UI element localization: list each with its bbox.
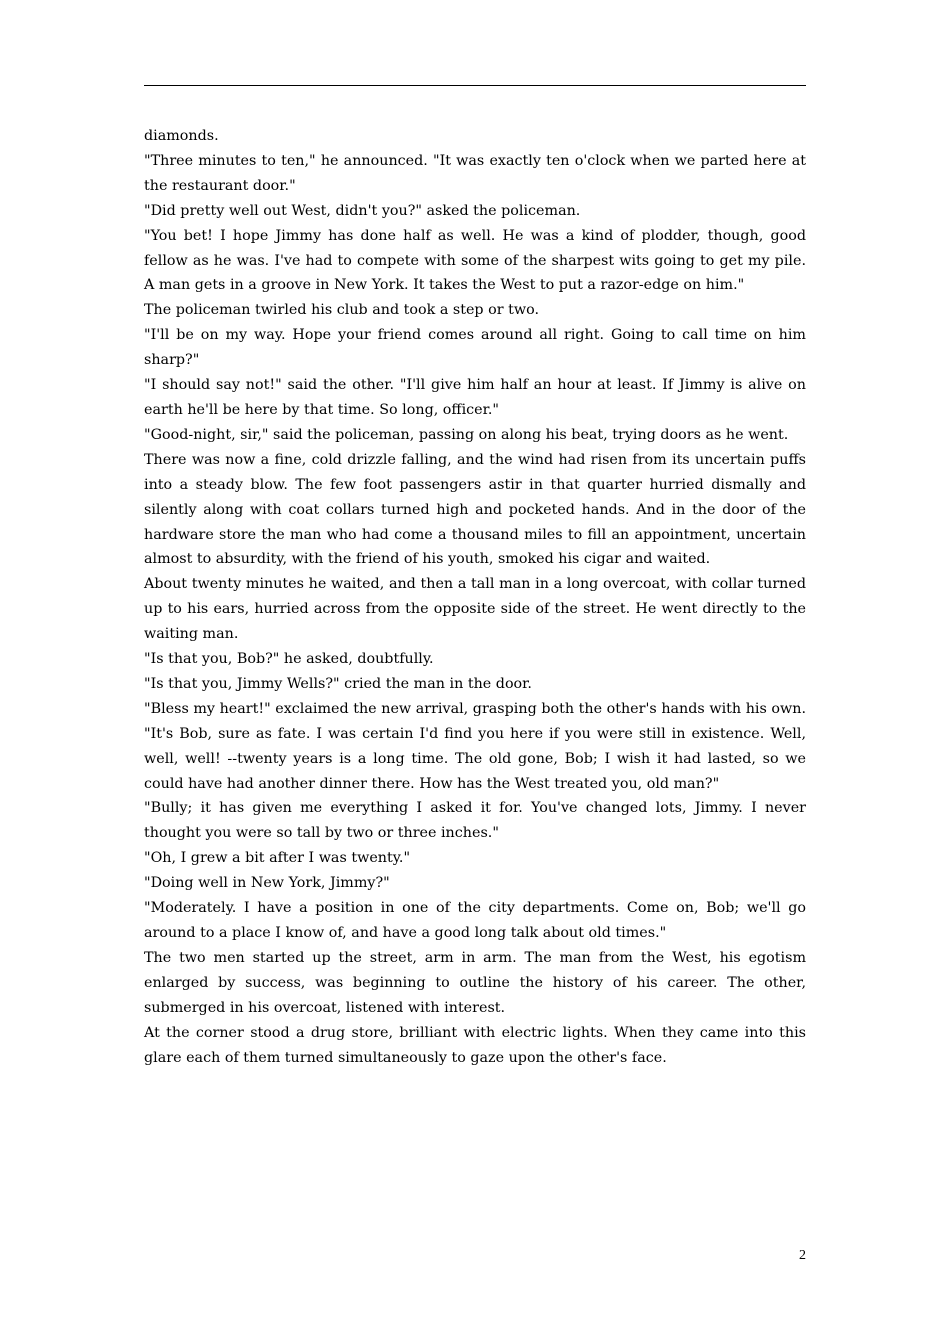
paragraph: "Bully; it has given me everything I asked it for. You've changed lots, Jimmy. I never thought you were so tall by two or three inches." (144, 800, 806, 842)
paragraph: About twenty minutes he waited, and then a tall man in a long overcoat, with collar turned up to his ears, hurried across from the opposite side of the street. He went directly to the waiting man. (144, 576, 806, 643)
paragraph: "Is that you, Bob?" he asked, doubtfully. (144, 651, 434, 668)
paragraph: "Oh, I grew a bit after I was twenty." (144, 850, 411, 867)
paragraph: "I should say not!" said the other. "I'll give him half an hour at least. If Jimmy is alive on earth he'll be here by that time. So long, officer." (144, 377, 806, 418)
paragraph: The policeman twirled his club and took a step or two. (144, 302, 539, 319)
header-rule (144, 85, 806, 86)
page-number: 2 (799, 1248, 806, 1263)
paragraph: At the corner stood a drug store, brilliant with electric lights. When they came into this glare each of them turned simultaneously to gaze upon the other's face. (144, 1024, 806, 1066)
paragraph: "Doing well in New York, Jimmy?" (144, 875, 390, 892)
paragraph: diamonds. (144, 128, 219, 144)
paragraph: "Bless my heart!" exclaimed the new arrival, grasping both the other's hands with his own. "It's Bob, sure as fate. I was certain I'd find you here if you were still in existence. Well, well, well! --twenty years is a long time. The old gone, Bob; I wish it had lasted, so we could have had another dinner there. How has the West treated you, old man?" (144, 700, 806, 792)
paragraph: There was now a fine, cold drizzle falling, and the wind had risen from its uncertain puffs into a steady blow. The few foot passengers astir in that quarter hurried dismally and silently along with coat collars turned high and pocketed hands. And in the door of the hardware store the man who had come a thousand miles to fill an appointment, uncertain almost to absurdity, with the friend of his youth, smoked his cigar and waited. (144, 451, 806, 568)
paragraph: "I'll be on my way. Hope your friend comes around all right. Going to call time on him sharp?" (144, 327, 806, 369)
paragraph: "Did pretty well out West, didn't you?" asked the policeman. (144, 202, 581, 219)
paragraph: "You bet! I hope Jimmy has done half as well. He was a kind of plodder, though, good fellow as he was. I've had to compete with some of the sharpest wits going to get my pile. A man gets in a groove in New York. It takes the West to put a razor-edge on him." (144, 227, 806, 294)
paragraph: "Three minutes to ten," he announced. "It was exactly ten o'clock when we parted here at the restaurant door." (144, 152, 806, 194)
paragraph: "Moderately. I have a position in one of the city departments. Come on, Bob; we'll go around to a place I know of, and have a good long talk about old times." (144, 900, 806, 941)
body-text (144, 124, 806, 1070)
paragraph: The two men started up the street, arm in arm. The man from the West, his egotism enlarged by success, was beginning to outline the history of his career. The other, submerged in his overcoat, listened with interest. (144, 949, 806, 1016)
paragraph: "Good-night, sir," said the policeman, passing on along his beat, trying doors as he went. (144, 426, 789, 443)
paragraph: "Is that you, Jimmy Wells?" cried the man in the door. (144, 675, 532, 692)
